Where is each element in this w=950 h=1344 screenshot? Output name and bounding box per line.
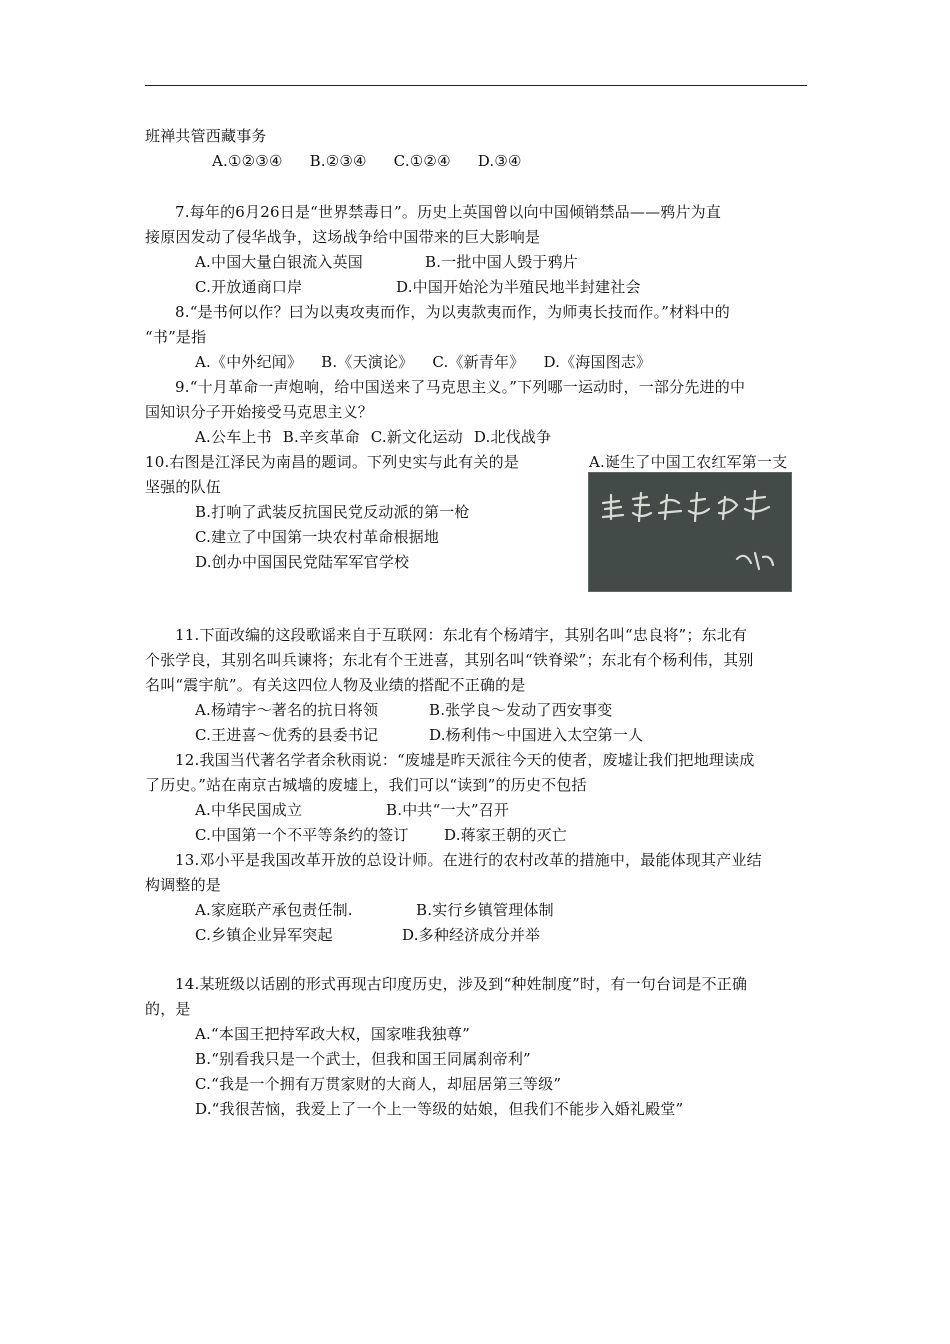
- question-6-text: 班禅共管西藏事务: [145, 127, 267, 145]
- q7-option-b: B.一批中国人毁于鸦片: [425, 253, 578, 271]
- q10-option-a-part2: 坚强的队伍: [145, 478, 222, 496]
- q13-option-a: A.家庭联产承包责任制.: [195, 901, 353, 919]
- q8-line2: “书”是指: [145, 328, 207, 346]
- q14-line2: 的，是: [145, 1000, 191, 1018]
- q6-option-b: B.②③④: [309, 152, 367, 170]
- q12-option-a: A.中华民国成立: [195, 801, 303, 819]
- q12-line1: 12.我国当代著名学者余秋雨说：“废墟是昨天派往今天的使者，废墟让我们把地理读成: [175, 751, 755, 769]
- q8-option-b: B.《天演论》: [321, 353, 414, 371]
- q12-line2: 了历史。”站在南京古城墙的废墟上，我们可以“读到”的历史不包括: [145, 776, 587, 794]
- q14-option-a: A.“本国王把持军政大权，国家唯我独尊”: [195, 1025, 470, 1043]
- q11-line2: 个张学良，其别名叫兵谏将；东北有个王进喜，其别名叫“铁脊梁”；东北有个杨利伟，其别: [145, 651, 754, 669]
- q9-line1: 9.“十月革命一声炮响，给中国送来了马克思主义。”下列哪一运动时，一部分先进的中: [175, 378, 746, 396]
- q7-line2: 接原因发动了侵华战争，这场战争给中国带来的巨大影响是: [145, 228, 541, 246]
- q8-option-d: D.《海国图志》: [543, 353, 652, 371]
- q13-option-d: D.多种经济成分并举: [402, 926, 541, 944]
- q10-option-c: C.建立了中国第一块农村革命根据地: [195, 528, 440, 546]
- q11-line3: 名叫“震宇航”。有关这四位人物及业绩的搭配不正确的是: [145, 676, 526, 694]
- q11-line1: 11.下面改编的这段歌谣来自于互联网：东北有个杨靖宇，其别名叫“忠良将”；东北有: [175, 626, 748, 644]
- q12-option-c: C.中国第一个不平等条约的签订: [195, 826, 409, 844]
- question-6-tail: [145, 126, 267, 146]
- q10-option-a-part1: A.诞生了中国工农红军第一支: [589, 453, 788, 471]
- q10-option-d: D.创办中国国民党陆军军官学校: [195, 553, 410, 571]
- q10-option-b: B.打响了武装反抗国民党反动派的第一枪: [195, 503, 470, 521]
- q8-option-a: A.《中外纪闻》: [195, 353, 303, 371]
- q12-option-d: D.蒋家王朝的灭亡: [444, 826, 568, 844]
- q11-option-a: A.杨靖宇～著名的抗日将领: [195, 701, 379, 719]
- q11-option-d: D.杨利伟～中国进入太空第一人: [429, 726, 644, 744]
- question-6-options: [212, 151, 522, 171]
- q9-option-c: C.新文化运动: [370, 428, 463, 446]
- q7-option-a: A.中国大量白银流入英国: [195, 253, 364, 271]
- q7-option-c: C.开放通商口岸: [195, 278, 303, 296]
- q7-option-d: D.中国开始沦为半殖民地半封建社会: [396, 278, 641, 296]
- q13-option-b: B.实行乡镇管理体制: [416, 901, 554, 919]
- q6-option-d: D.③④: [477, 152, 522, 170]
- q8-option-c: C.《新青年》: [432, 353, 525, 371]
- q8-options: [195, 352, 651, 372]
- q12-option-b: B.中共“一大”召开: [386, 801, 510, 819]
- q8-line1: 8.“是书何以作？曰为以夷攻夷而作，为以夷款夷而作，为师夷长技而作。”材料中的: [175, 303, 730, 321]
- calligraphy-image: [589, 473, 791, 591]
- q9-options: [195, 427, 551, 447]
- q6-option-a: A.①②③④: [212, 152, 283, 170]
- header-rule: [145, 85, 807, 86]
- q11-option-b: B.张学良～发动了西安事变: [429, 701, 613, 719]
- q10-line1: 10.右图是江泽民为南昌的题词。下列史实与此有关的是: [145, 453, 520, 471]
- inscription-photo: [588, 472, 792, 592]
- q13-line2: 构调整的是: [145, 876, 222, 894]
- q6-option-c: C.①②④: [393, 152, 451, 170]
- q14-option-d: D.“我很苦恼，我爱上了一个上一等级的姑娘，但我们不能步入婚礼殿堂”: [195, 1100, 684, 1118]
- q9-line2: 国知识分子开始接受马克思主义？: [145, 403, 374, 421]
- q14-option-c: C.“我是一个拥有万贯家财的大商人，却屈居第三等级”: [195, 1075, 562, 1093]
- q9-option-a: A.公车上书: [195, 428, 272, 446]
- q7-line1: 7.每年的6月26日是“世界禁毒日”。历史上英国曾以向中国倾销禁品——鸦片为直: [175, 203, 722, 221]
- q9-option-b: B.辛亥革命: [282, 428, 360, 446]
- q14-line1: 14.某班级以话剧的形式再现古印度历史，涉及到“种姓制度”时，有一句台词是不正确: [175, 975, 748, 993]
- q11-option-c: C.王进喜～优秀的县委书记: [195, 726, 379, 744]
- q9-option-d: D.北伐战争: [473, 428, 552, 446]
- q13-line1: 13.邓小平是我国改革开放的总设计师。在进行的农村改革的措施中，最能体现其产业结: [175, 851, 762, 869]
- q13-option-c: C.乡镇企业异军突起: [195, 926, 333, 944]
- q14-option-b: B.“别看我只是一个武士，但我和国王同属刹帝利”: [195, 1050, 531, 1068]
